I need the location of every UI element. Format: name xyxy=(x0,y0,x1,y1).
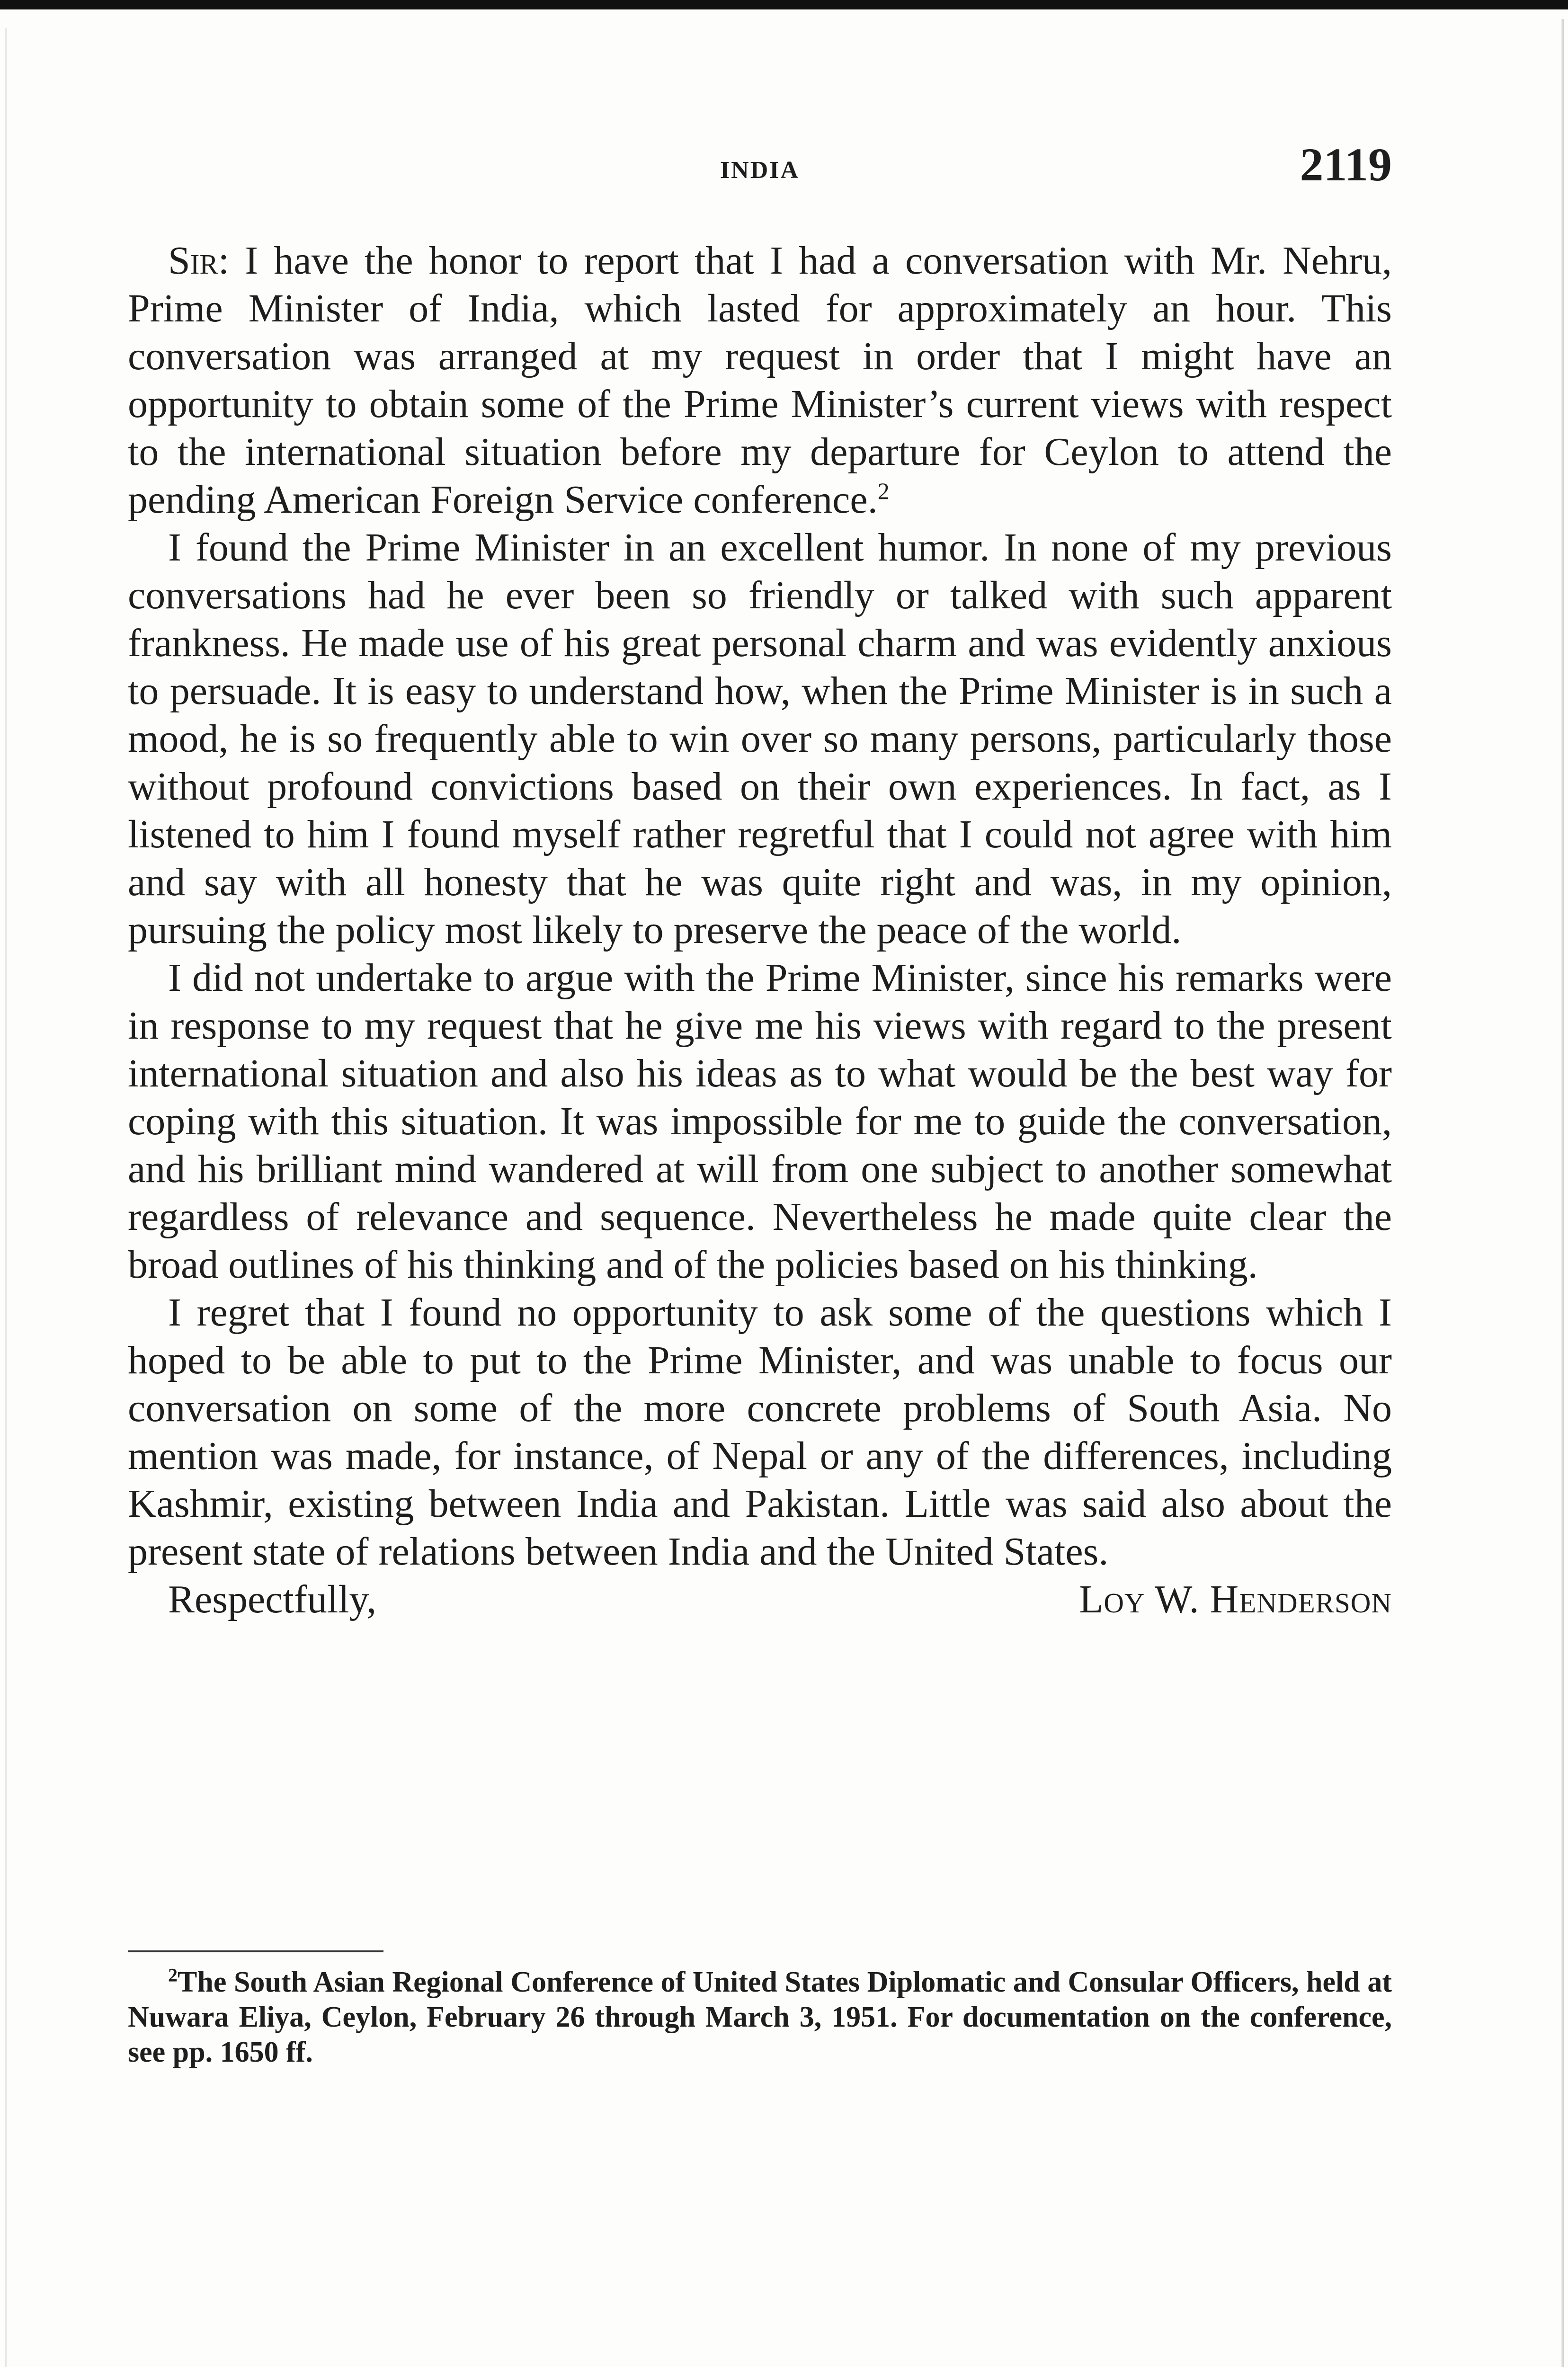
paragraph-4: I regret that I found no opportunity to ask some of the questions which I hoped to be able to put to the Prime Minister, and was unable to focus our conversation on some of the more concrete problems of South Asia. No mention was made, for instance, of Nepal or any of the differences, including Kashmir, existing between India and Pakistan. Little was said also about the present state of relations between India and the United States. xyxy=(128,1290,1392,1574)
footnote-number: 2 xyxy=(168,1964,178,1986)
page-header xyxy=(128,137,1392,204)
letter-body xyxy=(128,237,1392,1628)
letter-closing xyxy=(128,1575,1392,1628)
paragraph-3: I did not undertake to argue with the Prime Minister, since his remarks were in response to my request that he give me his views with regard to the present international situation and also his ideas as to what would be the best way for coping with this situation. It was impossible for me to guide the conversation, and his brilliant mind wandered at will from one subject to another somewhat regardless of relevance and sequence. Nevertheless he made quite clear the broad outlines of his thinking and of the policies based on his thinking. xyxy=(128,956,1392,1287)
footnote-divider xyxy=(128,1950,383,1952)
signature: Loy W. Henderson xyxy=(1079,1577,1392,1621)
footnote xyxy=(128,1965,1392,2070)
paragraph-1-text: I have the honor to report that I had a conversation with Mr. Nehru, Prime Minister of India, which lasted for approximately an hour. This conversation was arranged at my request in order that I might have an opportunity to obtain some of the Prime Minister’s current views with respect to the international situation before my departure for Ceylon to attend the pending American Foreign Service conference. xyxy=(128,239,1392,522)
running-head: INDIA xyxy=(720,157,800,184)
left-page-edge xyxy=(5,28,7,2367)
footnote-text: The South Asian Regional Conference of United States Diplomatic and Consular Officers, held at Nuwara Eliya, Ceylon, February 26 through March 3, 1951. For documentation on the conference, see pp. 1650 ff. xyxy=(128,1966,1392,2068)
paragraph-2: I found the Prime Minister in an excellent humor. In none of my previous conversations had he ever been so friendly or talked with such apparent frankness. He made use of his great personal charm and was evidently anxious to persuade. It is easy to understand how, when the Prime Minister is in such a mood, he is so frequently able to win over so many persons, particularly those without profound convictions based on their own experiences. In fact, as I listened to him I found myself rather regretful that I could not agree with him and say with all honesty that he was quite right and was, in my opinion, pursuing the policy most likely to preserve the peace of the world. xyxy=(128,525,1392,952)
complimentary-close: Respectfully, xyxy=(168,1577,377,1621)
paragraph-1 xyxy=(128,237,1392,524)
top-edge-rule xyxy=(0,0,1568,9)
page-number: 2119 xyxy=(1300,138,1392,191)
footnote-reference: 2 xyxy=(877,478,890,504)
salutation: Sir: xyxy=(168,239,230,283)
right-page-edge xyxy=(1561,19,1564,2367)
